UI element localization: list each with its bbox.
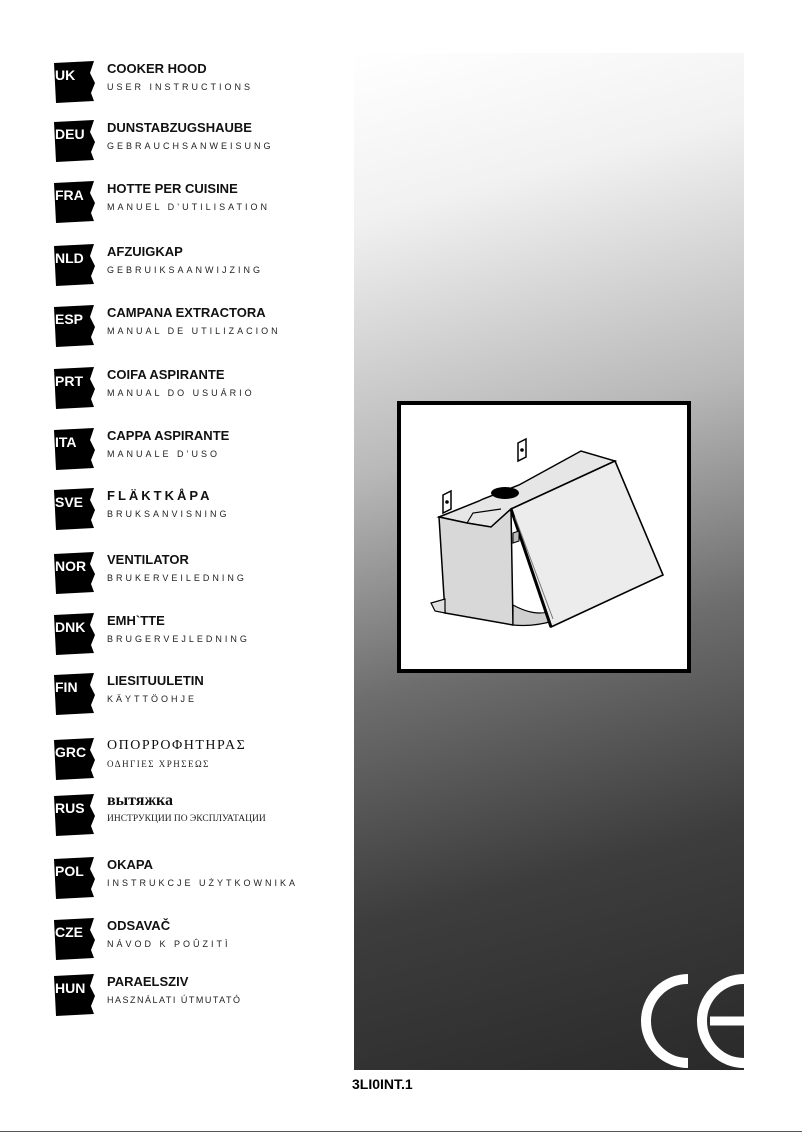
badge-hun [54, 974, 96, 1016]
product-figure [397, 401, 691, 673]
badge-nld [54, 244, 96, 286]
entry-subtitle: ИНСТРУКЦИИ ПО ЭКСПЛУАТАЦИИ [107, 814, 266, 824]
badge-cze [54, 918, 96, 960]
cooker-hood-illustration [401, 405, 687, 669]
entry-title: CAPPA ASPIRANTE [107, 428, 230, 443]
entry-subtitle: MANUEL D’UTILISATION [107, 202, 271, 212]
entry-title: CAMPANA EXTRACTORA [107, 305, 266, 320]
entry-subtitle: NÁVOD K POÛZITÌ [107, 939, 231, 949]
entry-subtitle: INSTRUKCJE UŻYTKOWNIKA [107, 878, 299, 888]
entry-title: PARAELSZIV [107, 974, 189, 989]
badge-fra [54, 181, 96, 223]
language-entry-fin [54, 673, 354, 723]
language-entry-uk [54, 61, 354, 111]
entry-title: ΟΠΟΡΡΟΦΗΤΗΡΑΣ [107, 738, 247, 753]
language-list [0, 0, 350, 1136]
badge-code: PRT [55, 373, 83, 389]
badge-sve [54, 488, 96, 530]
language-entry-hun [54, 974, 354, 1024]
badge-deu [54, 120, 96, 162]
entry-title: ODSAVAČ [107, 918, 171, 933]
badge-code: ESP [55, 311, 84, 327]
language-entry-dnk [54, 613, 354, 663]
entry-subtitle: HASZNÁLATI ÚTMUTATÓ [107, 995, 242, 1005]
badge-code: GRC [55, 744, 87, 760]
badge-dnk [54, 613, 96, 655]
entry-subtitle: BRUKERVEILEDNING [107, 573, 247, 583]
entry-subtitle: MANUALE D’USO [107, 449, 221, 459]
entry-subtitle: USER INSTRUCTIONS [107, 82, 254, 92]
badge-code: HUN [55, 980, 86, 996]
language-entry-fra [54, 181, 354, 231]
badge-uk [54, 61, 96, 103]
ce-mark-icon [632, 971, 744, 1071]
entry-title: LIESITUULETIN [107, 673, 204, 688]
badge-ita [54, 428, 96, 470]
badge-grc [54, 738, 96, 780]
entry-title: вытяжка [107, 792, 174, 809]
badge-code: NOR [55, 558, 87, 574]
entry-title: VENTILATOR [107, 552, 189, 567]
language-entry-grc [54, 738, 354, 788]
entry-title: FLÄKTKÅPA [107, 488, 213, 503]
badge-code: FRA [55, 187, 84, 203]
badge-esp [54, 305, 96, 347]
language-entry-prt [54, 367, 354, 417]
badge-code: SVE [55, 494, 84, 510]
entry-title: COIFA ASPIRANTE [107, 367, 225, 382]
badge-code: NLD [55, 250, 84, 266]
language-entry-sve [54, 488, 354, 538]
language-entry-nld [54, 244, 354, 294]
badge-code: POL [55, 863, 84, 879]
entry-title: EMH`TTE [107, 613, 165, 628]
language-entry-rus [54, 794, 354, 844]
badge-code: UK [55, 67, 76, 83]
badge-code: RUS [55, 800, 85, 816]
badge-code: DNK [55, 619, 86, 635]
language-entry-ita [54, 428, 354, 478]
bottom-divider [0, 1131, 802, 1132]
entry-title: COOKER HOOD [107, 61, 207, 76]
entry-subtitle: BRUGERVEJLEDNING [107, 634, 250, 644]
entry-title: DUNSTABZUGSHAUBE [107, 120, 252, 135]
entry-subtitle: BRUKSANVISNING [107, 509, 230, 519]
entry-subtitle: GEBRUIKSAANWIJZING [107, 265, 264, 275]
badge-code: DEU [55, 126, 85, 142]
language-entry-nor [54, 552, 354, 602]
document-code: 3LI0INT.1 [352, 1076, 413, 1092]
cover-panel [354, 53, 744, 1070]
entry-subtitle: ΟΔΗΓΙΕΣ ΧΡΗΣΕΩΣ [107, 759, 210, 769]
entry-subtitle: KÄYTTÖOHJE [107, 694, 198, 704]
entry-title: AFZUIGKAP [107, 244, 183, 259]
language-entry-deu [54, 120, 354, 170]
badge-code: ITA [55, 434, 77, 450]
badge-code: FIN [55, 679, 78, 695]
language-entry-pol [54, 857, 354, 907]
language-entry-cze [54, 918, 354, 968]
entry-subtitle: MANUAL DO USUÁRIO [107, 388, 255, 398]
badge-fin [54, 673, 96, 715]
badge-nor [54, 552, 96, 594]
badge-pol [54, 857, 96, 899]
badge-rus [54, 794, 96, 836]
entry-subtitle: GEBRAUCHSANWEISUNG [107, 141, 274, 151]
badge-code: CZE [55, 924, 83, 940]
badge-prt [54, 367, 96, 409]
entry-subtitle: MANUAL DE UTILIZACION [107, 326, 281, 336]
entry-title: OKAPA [107, 857, 153, 872]
language-entry-esp [54, 305, 354, 355]
entry-title: HOTTE PER CUISINE [107, 181, 238, 196]
